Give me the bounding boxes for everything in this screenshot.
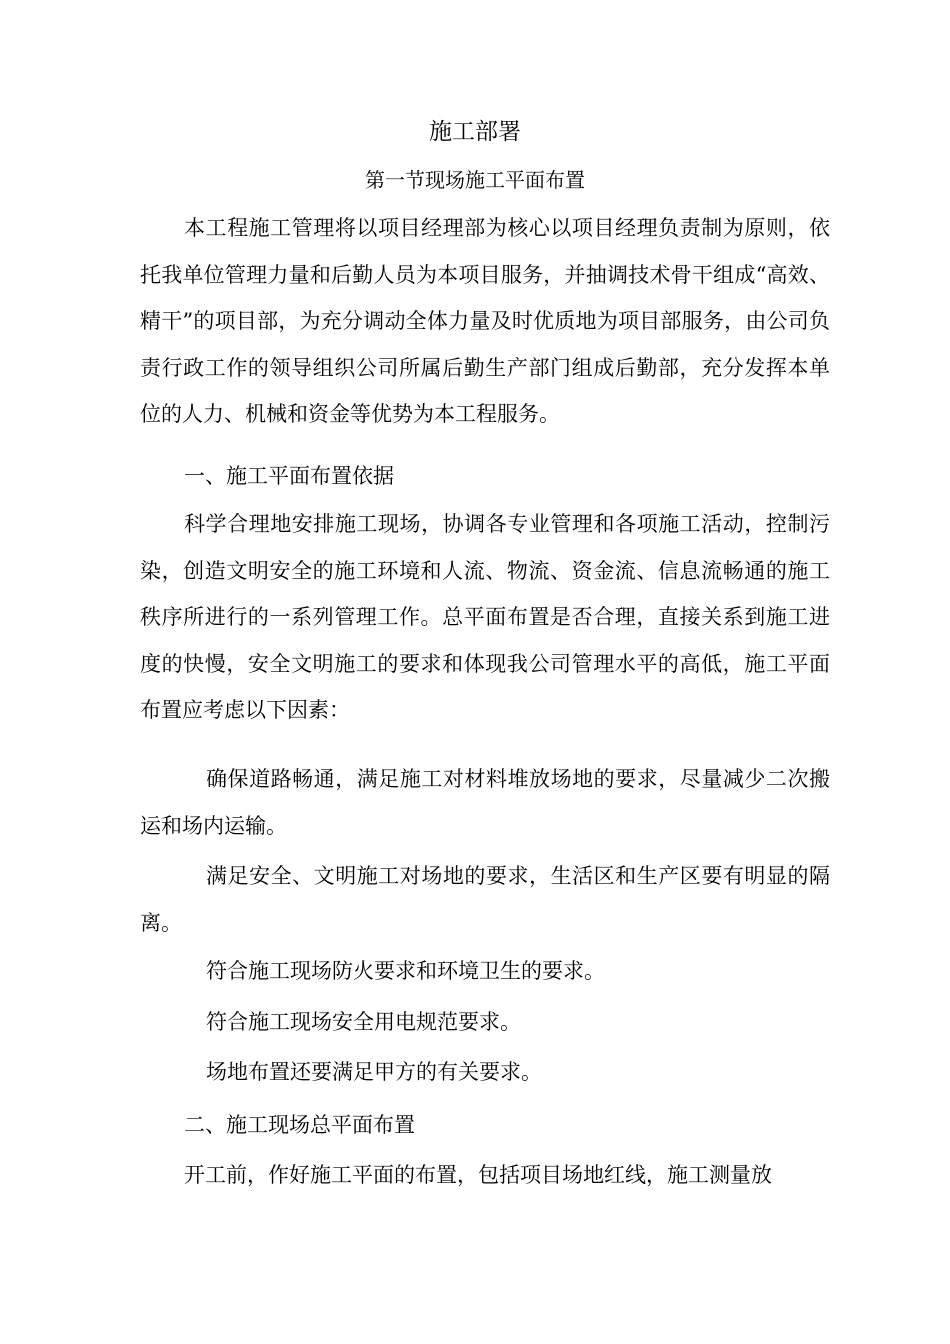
paragraph-layout-principles: 科学合理地安排施工现场，协调各专业管理和各项施工活动，控制污染，创造文明安全的施工环境和人流、物流、资金流、信息流畅通的施工秩序所进行的一系列管理工作。总平面布置是否合理，直接关系到施工进度的快慢，安全文明施工的要求和体现我公司管理水平的高低，施工平面布置应考虑以下因素： (140, 512, 830, 722)
heading-site-layout: 二、施工现场总平面布置 (184, 1113, 415, 1137)
paragraph-electrical-safety: 符合施工现场安全用电规范要求。 (206, 1010, 521, 1034)
paragraph-fire-hygiene: 符合施工现场防火要求和环境卫生的要求。 (206, 959, 605, 983)
paragraph-client-requirements: 场地布置还要满足甲方的有关要求。 (206, 1060, 542, 1084)
paragraph-safety-separation: 满足安全、文明施工对场地的要求，生活区和生产区要有明显的隔离。 (140, 864, 830, 935)
section-title: 第一节现场施工平面布置 (365, 168, 585, 192)
document-title: 施工部署 (429, 119, 521, 145)
paragraph-road-access: 确保道路畅通，满足施工对材料堆放场地的要求，尽量减少二次搬运和场内运输。 (140, 767, 830, 838)
paragraph-pre-construction: 开工前，作好施工平面的布置，包括项目场地红线，施工测量放 (184, 1163, 772, 1187)
heading-layout-basis: 一、施工平面布置依据 (184, 464, 394, 488)
paragraph-project-management: 本工程施工管理将以项目经理部为核心以项目经理负责制为原则，依托我单位管理力量和后勤人员为本项目服务，并抽调技术骨干组成“高效、精干”的项目部，为充分调动全体力量及时优质地为项目部服务，由公司负责行政工作的领导组织公司所属后勤生产部门组成后勤部，充分发挥本单位的人力、机械和资金等优势为本工程服务。 (140, 216, 830, 426)
